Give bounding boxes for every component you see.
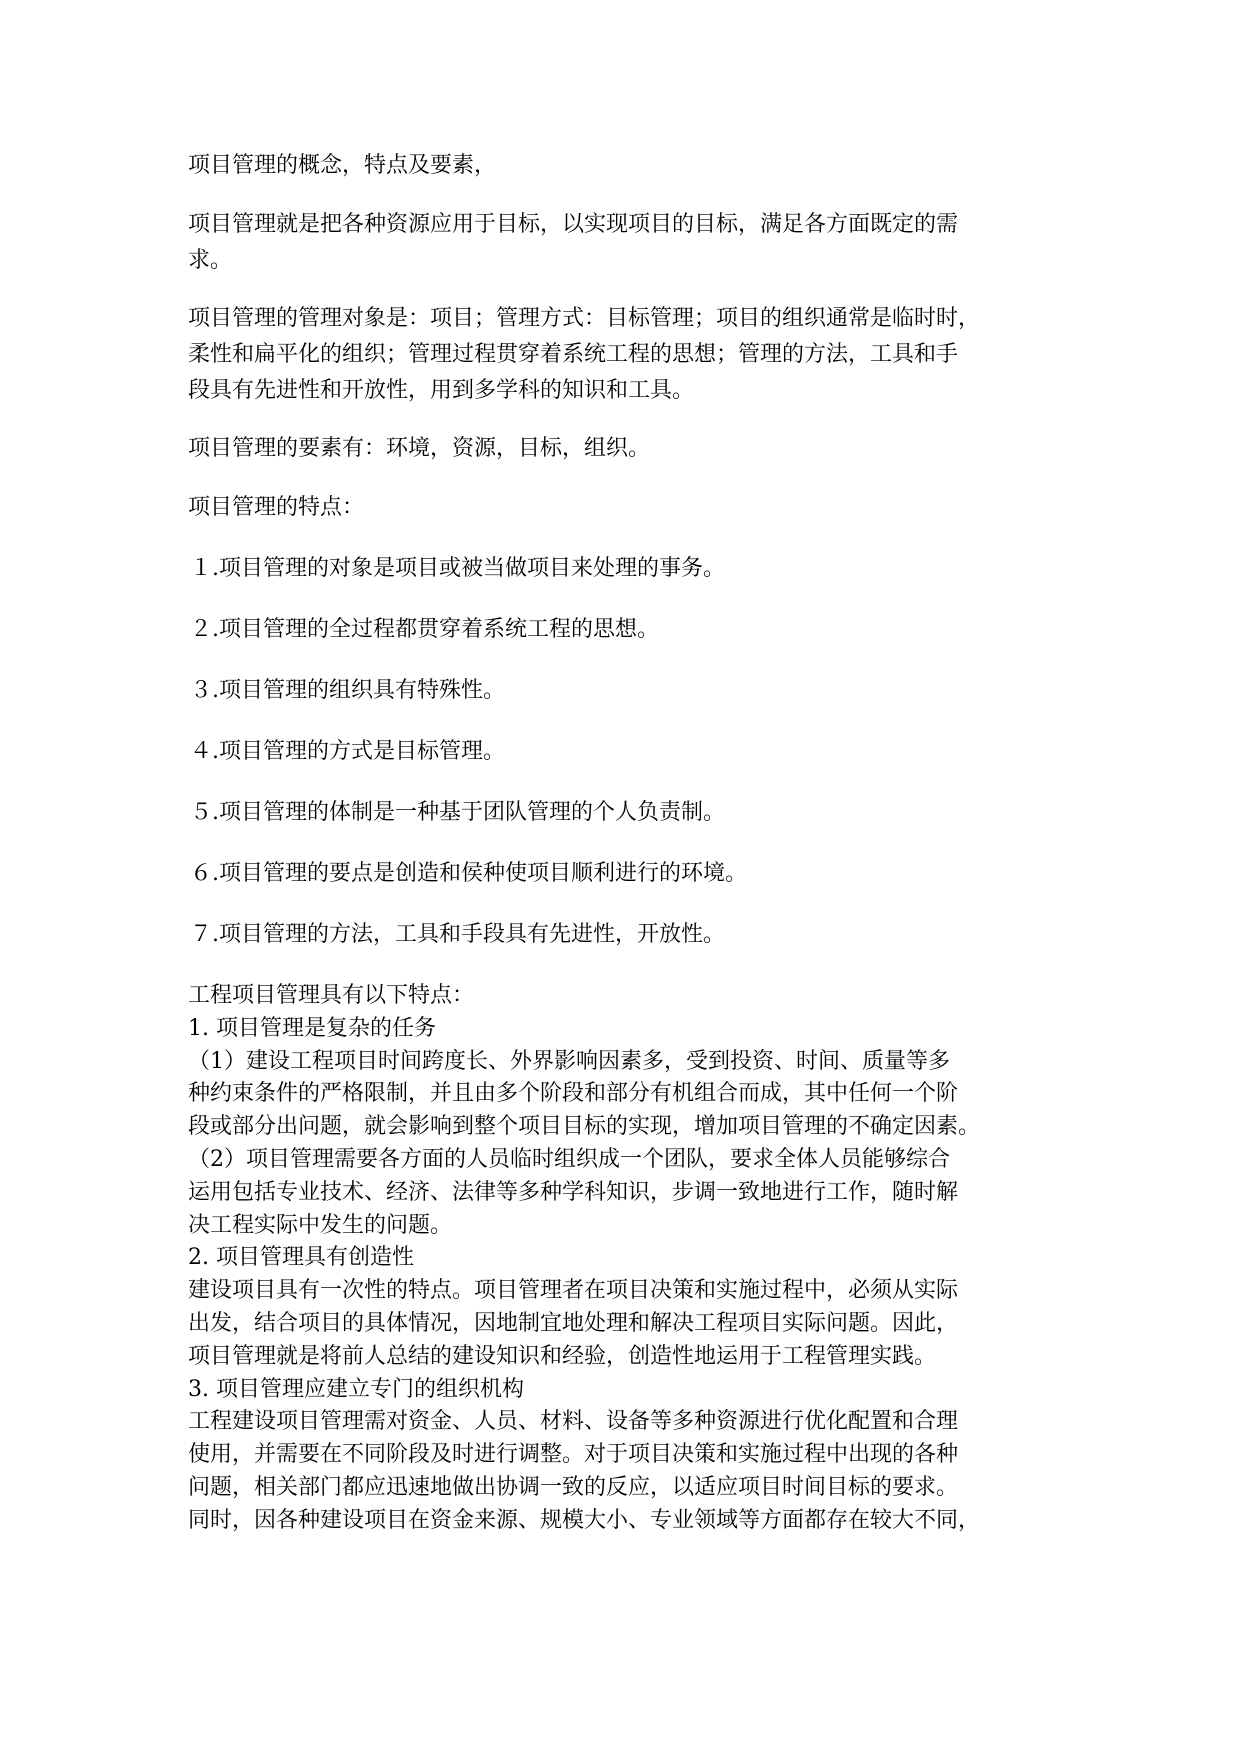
feature-text: ２.项目管理的全过程都贯穿着系统工程的思想。 — [190, 617, 659, 642]
features-heading — [188, 490, 1068, 526]
paragraph-line: 出发，结合项目的具体情况，因地制宜地处理和解决工程项目实际问题。因此， — [188, 1310, 959, 1336]
paragraph-line: 段或部分出问题，就会影响到整个项目目标的实现，增加项目管理的不确定因素。 — [188, 1114, 981, 1140]
paragraph-line: 问题，相关部门都应迅速地做出协调一致的反应，以适应项目时间目标的要求。 — [188, 1474, 959, 1500]
feature-text: ４.项目管理的方式是目标管理。 — [190, 739, 505, 764]
paragraph-line: 求。 — [188, 248, 233, 273]
paragraph-line: 工程建设项目管理需对资金、人员、材料、设备等多种资源进行优化配置和合理 — [188, 1409, 959, 1435]
paragraph-line: 项目管理的管理对象是：项目；管理方式：目标管理；项目的组织通常是临时时， — [188, 306, 981, 331]
feature-item — [190, 734, 1070, 770]
paragraph-line: （1）建设工程项目时间跨度长、外界影响因素多，受到投资、时间、质量等多 — [188, 1048, 950, 1074]
elements-paragraph — [188, 431, 1068, 467]
paragraph-line: 建设项目具有一次性的特点。项目管理者在项目决策和实施过程中，必须从实际 — [188, 1278, 959, 1304]
subsection-heading: 1. 项目管理是复杂的任务 — [188, 1015, 436, 1041]
paragraph-line: 项目管理就是将前人总结的建设知识和经验，创造性地运用于工程管理实践。 — [188, 1343, 937, 1369]
feature-item — [190, 795, 1070, 831]
feature-item — [190, 551, 1070, 587]
title-text: 项目管理的概念，特点及要素， — [188, 153, 497, 178]
feature-text: ７.项目管理的方法，工具和手段具有先进性，开放性。 — [190, 922, 725, 947]
feature-text: １.项目管理的对象是项目或被当做项目来处理的事务。 — [190, 556, 725, 581]
subsection-heading: 2. 项目管理具有创造性 — [188, 1245, 414, 1271]
paragraph-line: 种约束条件的严格限制，并且由多个阶段和部分有机组合而成，其中任何一个阶 — [188, 1081, 959, 1107]
feature-item — [190, 673, 1070, 709]
paragraph-line: 使用，并需要在不同阶段及时进行调整。对于项目决策和实施过程中出现的各种 — [188, 1442, 959, 1468]
feature-text: ５.项目管理的体制是一种基于团队管理的个人负责制。 — [190, 800, 725, 825]
engineering-section — [188, 980, 1068, 1538]
paragraph-line: 运用包括专业技术、经济、法律等多种学科知识，步调一致地进行工作，随时解 — [188, 1179, 959, 1205]
management-objects-paragraph — [188, 301, 1068, 409]
document-title — [188, 148, 1068, 184]
definition-paragraph — [188, 207, 1068, 279]
subsection-heading: 3. 项目管理应建立专门的组织机构 — [188, 1376, 524, 1402]
paragraph-line: （2）项目管理需要各方面的人员临时组织成一个团队，要求全体人员能够综合 — [188, 1146, 950, 1172]
feature-text: ６.项目管理的要点是创造和侯种使项目顺利进行的环境。 — [190, 861, 747, 886]
feature-text: ３.项目管理的组织具有特殊性。 — [190, 678, 505, 703]
feature-item — [190, 917, 1070, 953]
paragraph-line: 同时，因各种建设项目在资金来源、规模大小、专业领域等方面都存在较大不同， — [188, 1507, 981, 1533]
paragraph-line: 柔性和扁平化的组织；管理过程贯穿着系统工程的思想；管理的方法，工具和手 — [188, 342, 959, 367]
feature-item — [190, 856, 1070, 892]
feature-item — [190, 612, 1070, 648]
heading-text: 项目管理的特点： — [188, 495, 365, 520]
paragraph-line: 段具有先进性和开放性，用到多学科的知识和工具。 — [188, 378, 695, 403]
paragraph-line: 决工程实际中发生的问题。 — [188, 1212, 453, 1238]
paragraph-line: 项目管理就是把各种资源应用于目标，以实现项目的目标，满足各方面既定的需 — [188, 212, 959, 237]
section-heading: 工程项目管理具有以下特点： — [188, 983, 475, 1008]
paragraph-line: 项目管理的要素有：环境，资源，目标，组织。 — [188, 436, 651, 461]
